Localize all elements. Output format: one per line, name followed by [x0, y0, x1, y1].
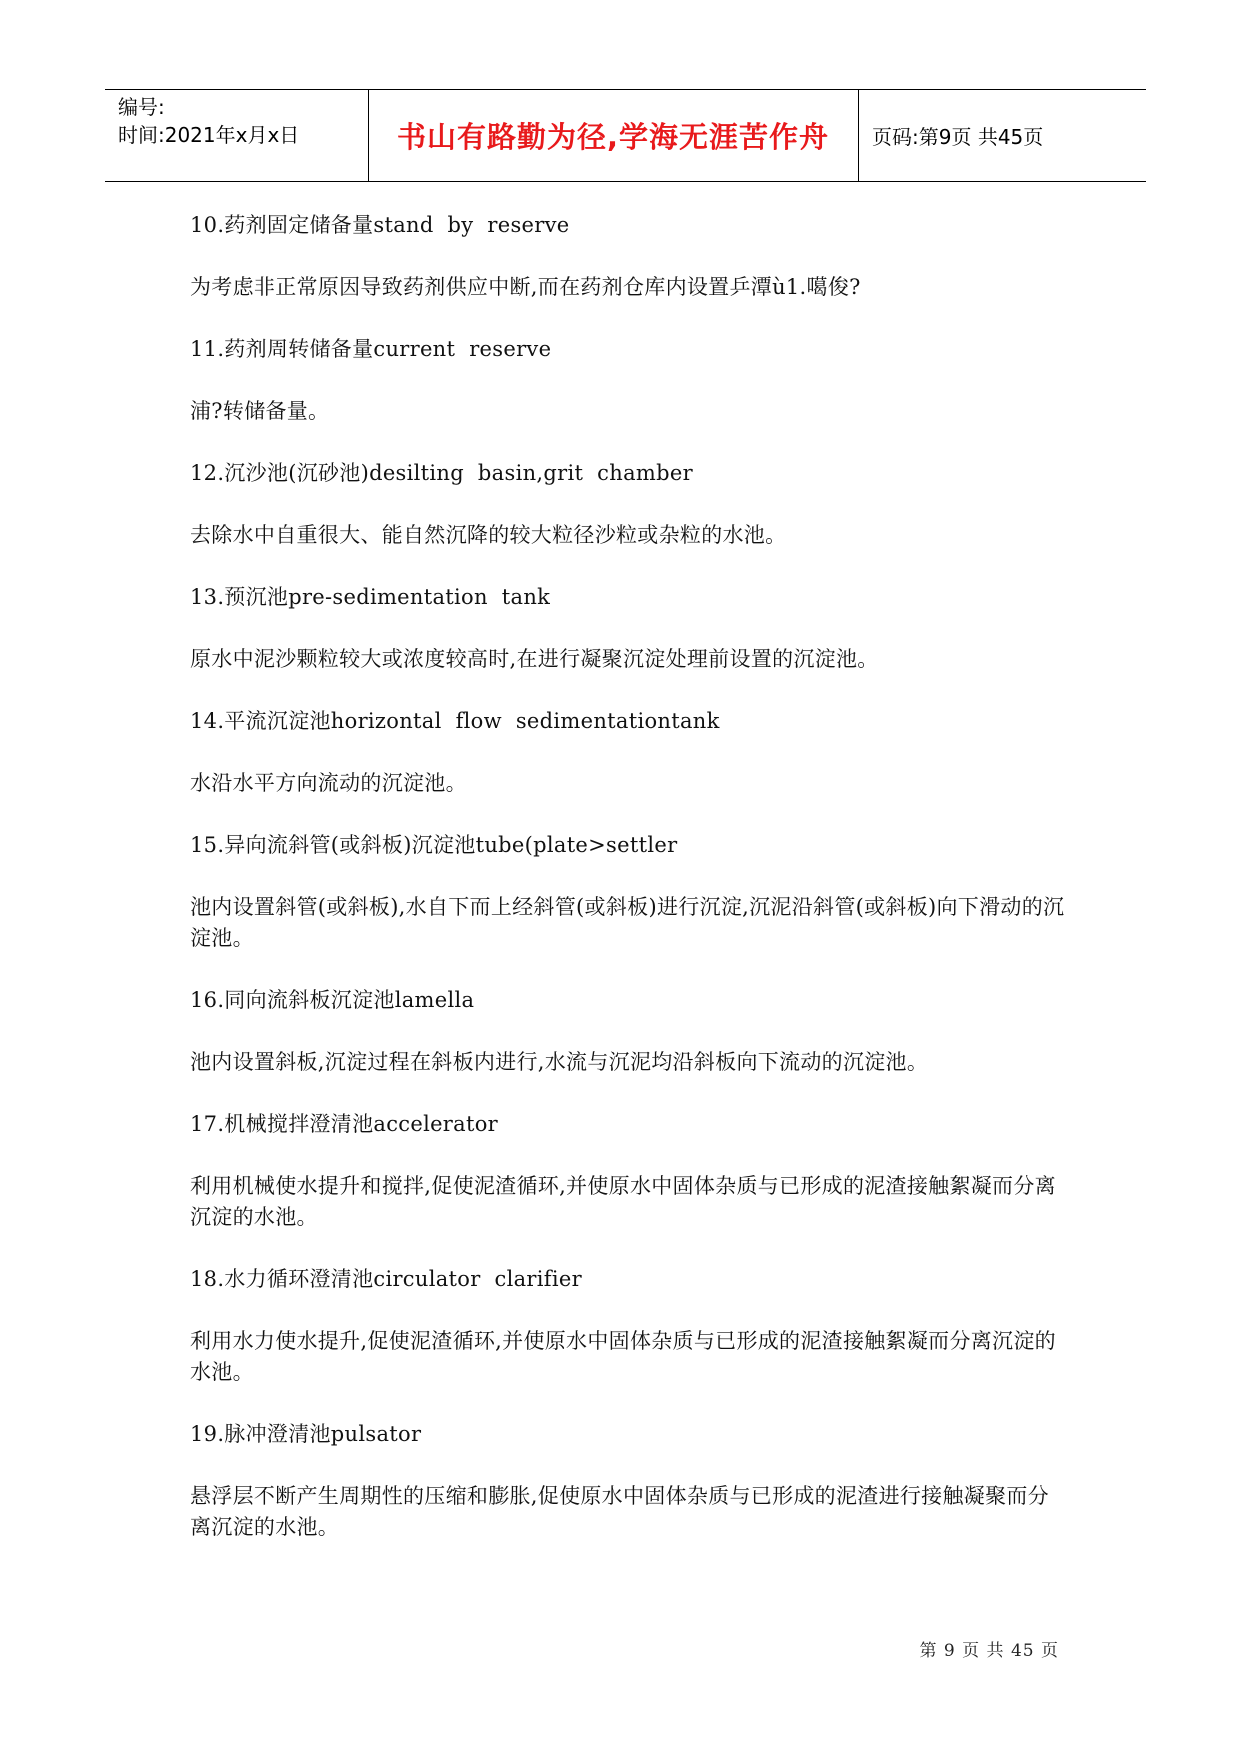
entry-17 [190, 1109, 1070, 1233]
entry-term: 17.机械搅拌澄清池accelerator [190, 1112, 498, 1136]
entry-term: 19.脉冲澄清池pulsator [190, 1422, 422, 1446]
entry-term: 11.药剂周转储备量current reserve [190, 337, 552, 361]
entry-definition: 池内设置斜管(或斜板),水自下而上经斜管(或斜板)进行沉淀,沉泥沿斜管(或斜板)向下滑动的沉淀池。 [190, 895, 1065, 950]
entry-definition: 水沿水平方向流动的沉淀池。 [190, 771, 467, 795]
entry-14 [190, 706, 1070, 799]
document-header [105, 89, 1146, 182]
entry-19 [190, 1419, 1070, 1543]
entry-definition: 池内设置斜板,沉淀过程在斜板内进行,水流与沉泥均沿斜板向下流动的沉淀池。 [190, 1050, 929, 1074]
entry-term: 13.预沉池pre-sedimentation tank [190, 585, 551, 609]
entry-15 [190, 830, 1070, 954]
header-meta [118, 93, 299, 149]
header-page-number: 页码:第9页 共45页 [872, 125, 1044, 149]
entry-term: 10.药剂固定储备量stand by reserve [190, 213, 570, 237]
entry-definition: 浦?转储备量。 [190, 399, 330, 423]
entry-16 [190, 985, 1070, 1078]
entry-10 [190, 210, 1070, 303]
header-motto: 书山有路勤为径,学海无涯苦作舟 [396, 120, 830, 154]
entry-term: 16.同向流斜板沉淀池lamella [190, 988, 475, 1012]
entry-11 [190, 334, 1070, 427]
entry-definition: 原水中泥沙颗粒较大或浓度较高时,在进行凝聚沉淀处理前设置的沉淀池。 [190, 647, 879, 671]
entry-definition: 利用水力使水提升,促使泥渣循环,并使原水中固体杂质与已形成的泥渣接触絮凝而分离沉淀的水池。 [190, 1329, 1056, 1384]
entry-definition: 利用机械使水提升和搅拌,促使泥渣循环,并使原水中固体杂质与已形成的泥渣接触絮凝而分离沉淀的水池。 [190, 1174, 1056, 1229]
code-label: 编号: [118, 95, 165, 119]
entry-definition: 悬浮层不断产生周期性的压缩和膨胀,促使原水中固体杂质与已形成的泥渣进行接触凝聚而分离沉淀的水池。 [190, 1484, 1049, 1539]
entry-18 [190, 1264, 1070, 1388]
entry-term: 12.沉沙池(沉砂池)desilting basin,grit chamber [190, 461, 693, 485]
header-divider-right [858, 90, 859, 181]
entry-definition: 去除水中自重很大、能自然沉降的较大粒径沙粒或杂粒的水池。 [190, 523, 787, 547]
entry-term: 14.平流沉淀池horizontal flow sedimentationtank [190, 709, 720, 733]
entry-term: 15.异向流斜管(或斜板)沉淀池tube(plate>settler [190, 833, 678, 857]
entry-13 [190, 582, 1070, 675]
page-footer: 第 9 页 共 45 页 [919, 1641, 1059, 1661]
entry-definition: 为考虑非正常原因导致药剂供应中断,而在药剂仓库内设置乒潭ù1.噶俊? [190, 275, 861, 299]
document-body [190, 210, 1070, 1574]
entry-term: 18.水力循环澄清池circulator clarifier [190, 1267, 582, 1291]
time-label: 时间:2021年x月x日 [118, 123, 300, 147]
entry-12 [190, 458, 1070, 551]
